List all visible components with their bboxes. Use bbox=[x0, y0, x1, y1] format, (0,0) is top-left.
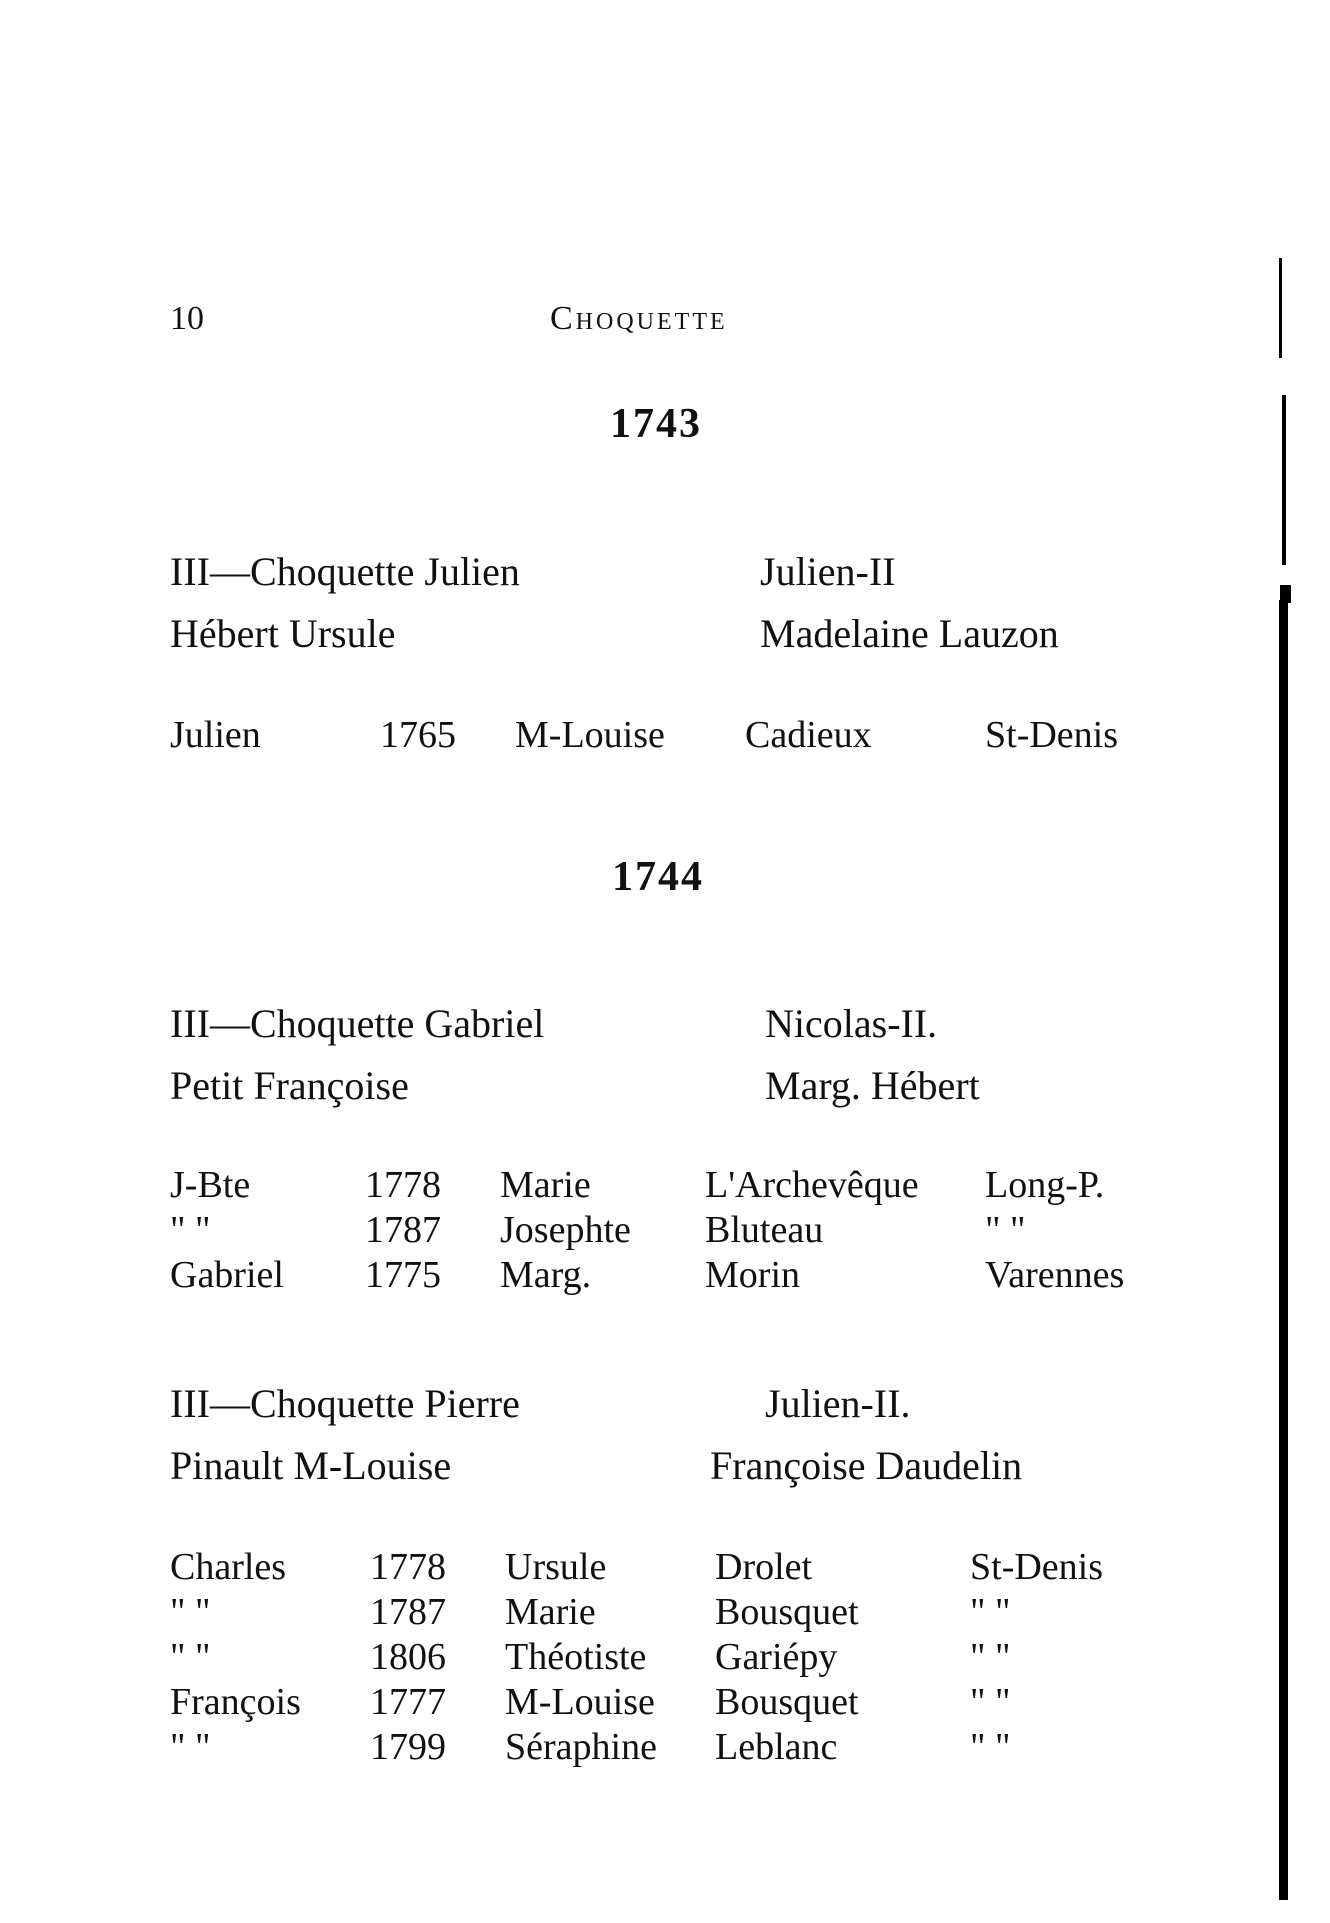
marriage-place: St-Denis bbox=[985, 714, 1118, 756]
child-row bbox=[170, 1163, 1155, 1208]
marriage-place: St-Denis bbox=[970, 1546, 1103, 1588]
marriage-place: " " bbox=[970, 1591, 1011, 1633]
husband-parents: Nicolas-II. bbox=[765, 1001, 938, 1046]
child-name: Gabriel bbox=[170, 1254, 284, 1296]
wife-row bbox=[170, 1442, 1130, 1492]
husband-row bbox=[170, 1000, 1130, 1050]
spouse-first-name: Marie bbox=[505, 1591, 596, 1633]
child-name: Julien bbox=[170, 714, 261, 756]
child-name: " " bbox=[170, 1591, 211, 1633]
spouse-last-name: L'Archevêque bbox=[705, 1164, 919, 1206]
wife-name: Hébert Ursule bbox=[170, 611, 396, 656]
husband-parents: Julien-II bbox=[760, 549, 896, 594]
child-name: " " bbox=[170, 1636, 211, 1678]
marriage-year: 1787 bbox=[365, 1209, 441, 1251]
marriage-year: 1806 bbox=[370, 1636, 446, 1678]
spouse-last-name: Cadieux bbox=[745, 714, 872, 756]
section-year: 1743 bbox=[610, 401, 702, 447]
child-name: " " bbox=[170, 1209, 211, 1251]
spouse-first-name: Théotiste bbox=[505, 1636, 647, 1678]
spouse-first-name: Josephte bbox=[500, 1209, 631, 1251]
child-row bbox=[170, 1208, 1155, 1253]
children-table bbox=[170, 705, 1145, 765]
marriage-year: 1778 bbox=[370, 1546, 446, 1588]
husband-name: III—Choquette Julien bbox=[170, 549, 520, 594]
spouse-first-name: Marie bbox=[500, 1164, 591, 1206]
page-edge-line bbox=[1279, 258, 1282, 358]
section-year: 1744 bbox=[612, 854, 704, 900]
child-row bbox=[170, 1253, 1155, 1298]
spouse-last-name: Gariépy bbox=[715, 1636, 838, 1678]
spouse-first-name: Marg. bbox=[500, 1254, 592, 1296]
running-title: Choquette bbox=[550, 300, 728, 337]
marriage-year: 1778 bbox=[365, 1164, 441, 1206]
children-table bbox=[170, 1545, 1140, 1770]
spouse-last-name: Leblanc bbox=[715, 1726, 838, 1768]
marriage-year: 1765 bbox=[380, 714, 456, 756]
page-header bbox=[170, 300, 790, 350]
spouse-first-name: M-Louise bbox=[505, 1681, 655, 1723]
page-edge-line bbox=[1282, 395, 1286, 565]
child-name: François bbox=[170, 1681, 301, 1723]
wife-name: Petit Françoise bbox=[170, 1063, 409, 1108]
marriage-year: 1775 bbox=[365, 1254, 441, 1296]
page-number: 10 bbox=[170, 300, 204, 337]
child-row bbox=[170, 1590, 1140, 1635]
marriage-place: Long-P. bbox=[985, 1164, 1105, 1206]
husband-row bbox=[170, 548, 1130, 598]
wife-parents: Françoise Daudelin bbox=[710, 1443, 1023, 1488]
child-row bbox=[170, 1680, 1140, 1725]
spouse-last-name: Drolet bbox=[715, 1546, 813, 1588]
wife-parents: Madelaine Lauzon bbox=[760, 611, 1059, 656]
child-name: J-Bte bbox=[170, 1164, 251, 1206]
spouse-first-name: M-Louise bbox=[515, 714, 665, 756]
spouse-first-name: Séraphine bbox=[505, 1726, 657, 1768]
child-name: Charles bbox=[170, 1546, 287, 1588]
page-edge-line bbox=[1279, 600, 1288, 1900]
wife-name: Pinault M-Louise bbox=[170, 1443, 452, 1488]
marriage-year: 1799 bbox=[370, 1726, 446, 1768]
marriage-place: " " bbox=[970, 1726, 1011, 1768]
husband-name: III—Choquette Pierre bbox=[170, 1381, 520, 1426]
child-row bbox=[170, 1725, 1140, 1770]
wife-row bbox=[170, 1062, 1130, 1112]
spouse-first-name: Ursule bbox=[505, 1546, 607, 1588]
spouse-last-name: Morin bbox=[705, 1254, 800, 1296]
child-row bbox=[170, 1545, 1140, 1590]
marriage-place: " " bbox=[970, 1636, 1011, 1678]
wife-row bbox=[170, 610, 1130, 660]
child-row bbox=[170, 705, 1145, 765]
child-row bbox=[170, 1635, 1140, 1680]
spouse-last-name: Bousquet bbox=[715, 1591, 859, 1633]
marriage-year: 1787 bbox=[370, 1591, 446, 1633]
children-table bbox=[170, 1163, 1155, 1298]
spouse-last-name: Bousquet bbox=[715, 1681, 859, 1723]
husband-row bbox=[170, 1380, 1130, 1430]
spouse-last-name: Bluteau bbox=[705, 1209, 824, 1251]
wife-parents: Marg. Hébert bbox=[765, 1063, 980, 1108]
child-name: " " bbox=[170, 1726, 211, 1768]
marriage-year: 1777 bbox=[370, 1681, 446, 1723]
husband-name: III—Choquette Gabriel bbox=[170, 1001, 545, 1046]
marriage-place: Varennes bbox=[985, 1254, 1125, 1296]
husband-parents: Julien-II. bbox=[765, 1381, 911, 1426]
marriage-place: " " bbox=[970, 1681, 1011, 1723]
marriage-place: " " bbox=[985, 1209, 1026, 1251]
